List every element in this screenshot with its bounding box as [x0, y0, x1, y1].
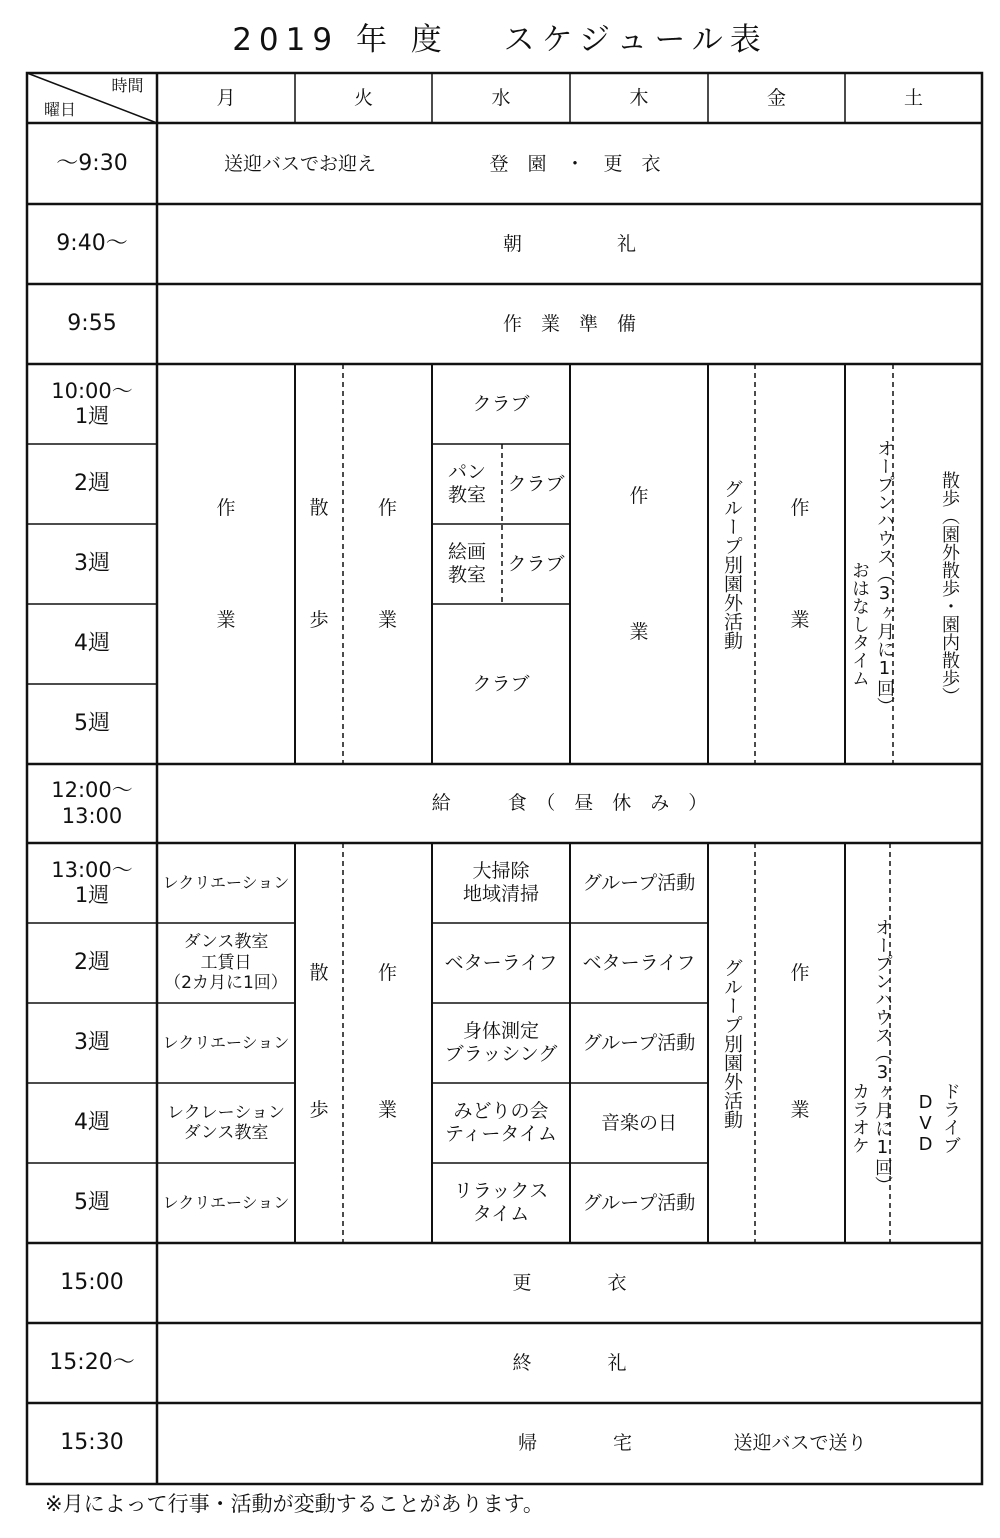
- work-prep-text: 作 業 準 備: [502, 312, 636, 335]
- pm-tue-walk-2: 歩: [309, 1098, 329, 1121]
- morning-assembly-text: 朝 礼: [502, 232, 636, 255]
- pm-thu-week5: グループ活動: [582, 1191, 696, 1214]
- dropoff-bus-text: 送迎バスで送り: [733, 1432, 867, 1455]
- pm-wed-week4: みどりの会 ティータイム: [444, 1100, 558, 1145]
- pm-wed-week3: 身体測定 ブラッシング: [444, 1020, 558, 1065]
- lunch-text: 給 食 （ 昼 休 み ）: [431, 792, 708, 815]
- am-wed-club-week45: クラブ: [472, 672, 530, 695]
- am-tue-walk-1: 散: [309, 496, 329, 519]
- pm-wed-week5: リラックス タイム: [453, 1180, 549, 1225]
- am-wed-club-week3: クラブ: [507, 552, 565, 575]
- am-mon-work-1: 作: [216, 496, 236, 519]
- pm-sat-dvd: DVD: [915, 1091, 936, 1155]
- time-1200: 12:00～ 13:00: [51, 778, 133, 828]
- am-tue-work-1: 作: [377, 496, 397, 519]
- pm-thu-week4: 音楽の日: [600, 1111, 677, 1134]
- pm-fri-work-1: 作: [790, 961, 810, 984]
- pm-mon-week4: レクレーション ダンス教室: [167, 1102, 285, 1143]
- pickup-bus-text: 送迎バスでお迎え: [223, 152, 376, 175]
- am-wed-club-week2: クラブ: [507, 472, 565, 495]
- pm-sat-karaoke: カラオケ: [849, 1082, 870, 1154]
- time-1530: 15:30: [60, 1430, 124, 1456]
- pm-mon-week1: レクリエーション: [162, 873, 290, 893]
- time-1300-week2: 2週: [74, 949, 110, 975]
- header-day-tue: 火: [353, 86, 373, 109]
- change-clothes-text: 更 衣: [512, 1271, 627, 1294]
- am-fri-work-2: 業: [790, 608, 810, 631]
- time-0930: ～9:30: [56, 150, 128, 176]
- time-1000-week2: 2週: [74, 470, 110, 496]
- am-wed-club-week1: クラブ: [472, 392, 530, 415]
- time-1300-week5: 5週: [74, 1189, 110, 1215]
- arrival-change-text: 登 園 ・ 更 衣: [489, 152, 661, 175]
- pm-wed-week2: ベターライフ: [444, 951, 558, 974]
- pm-tue-work-1: 作: [377, 961, 397, 984]
- header-day-mon: 月: [216, 86, 236, 109]
- footer-note: ※月によって行事・活動が変動することがあります。: [45, 1492, 544, 1516]
- pm-fri-work-2: 業: [790, 1098, 810, 1121]
- am-sat-walk: 散歩（園外散歩・園内散歩）: [939, 471, 960, 705]
- am-tue-walk-2: 歩: [309, 608, 329, 631]
- page-title: 2019 年 度 スケジュール表: [232, 22, 768, 58]
- time-1000-week4: 4週: [74, 630, 110, 656]
- pm-thu-week3: グループ活動: [582, 1031, 696, 1054]
- am-tue-work-2: 業: [377, 608, 397, 631]
- pm-thu-week1: グループ活動: [582, 871, 696, 894]
- am-mon-work-2: 業: [216, 608, 236, 631]
- header-day-label: 曜日: [43, 100, 76, 120]
- header-day-fri: 金: [766, 86, 786, 109]
- am-sat-open-house: オープンハウス（3ヶ月に1回）: [874, 439, 895, 715]
- header-day-sat: 土: [903, 86, 923, 109]
- header-day-thu: 木: [629, 86, 649, 109]
- pm-mon-week3: レクリエーション: [162, 1033, 290, 1053]
- pm-tue-work-2: 業: [377, 1098, 397, 1121]
- time-1300-week3: 3週: [74, 1029, 110, 1055]
- time-0940: 9:40～: [56, 230, 128, 256]
- time-0955: 9:55: [67, 310, 117, 336]
- time-1300-week1: 13:00～ 1週: [51, 857, 133, 907]
- am-fri-work-1: 作: [790, 496, 810, 519]
- go-home-text: 帰 宅: [517, 1432, 632, 1455]
- pm-mon-week5: レクリエーション: [162, 1193, 290, 1213]
- time-1500: 15:00: [60, 1269, 124, 1295]
- am-sat-story-time: おはなしタイム: [849, 561, 870, 687]
- am-wed-bread-class: パン 教室: [447, 461, 486, 506]
- time-1000-week5: 5週: [74, 710, 110, 736]
- pm-sat-open-house: オープンハウス（3ヶ月に1回）: [872, 918, 893, 1194]
- pm-tue-walk-1: 散: [309, 961, 329, 984]
- pm-sat-drive: ドライブ: [940, 1082, 961, 1154]
- am-wed-art-class: 絵画 教室: [447, 541, 486, 586]
- time-1300-week4: 4週: [74, 1109, 110, 1135]
- pm-thu-week2: ベターライフ: [582, 951, 696, 974]
- am-thu-work-2: 業: [629, 620, 649, 643]
- pm-mon-week2: ダンス教室 工賃日 （2カ月に1回）: [164, 932, 288, 994]
- time-1000-week1: 10:00～ 1週: [51, 378, 133, 428]
- header-day-wed: 水: [491, 86, 511, 109]
- time-1000-week3: 3週: [74, 550, 110, 576]
- closing-assembly-text: 終 礼: [512, 1351, 627, 1374]
- time-1520: 15:20～: [49, 1349, 135, 1375]
- pm-fri-group-outing: グループ別園外活動: [720, 957, 743, 1129]
- header-time-label: 時間: [111, 76, 144, 96]
- pm-wed-week1: 大掃除 地域清掃: [462, 860, 539, 905]
- am-thu-work-1: 作: [629, 484, 649, 507]
- am-fri-group-outing: グループ別園外活動: [720, 478, 743, 650]
